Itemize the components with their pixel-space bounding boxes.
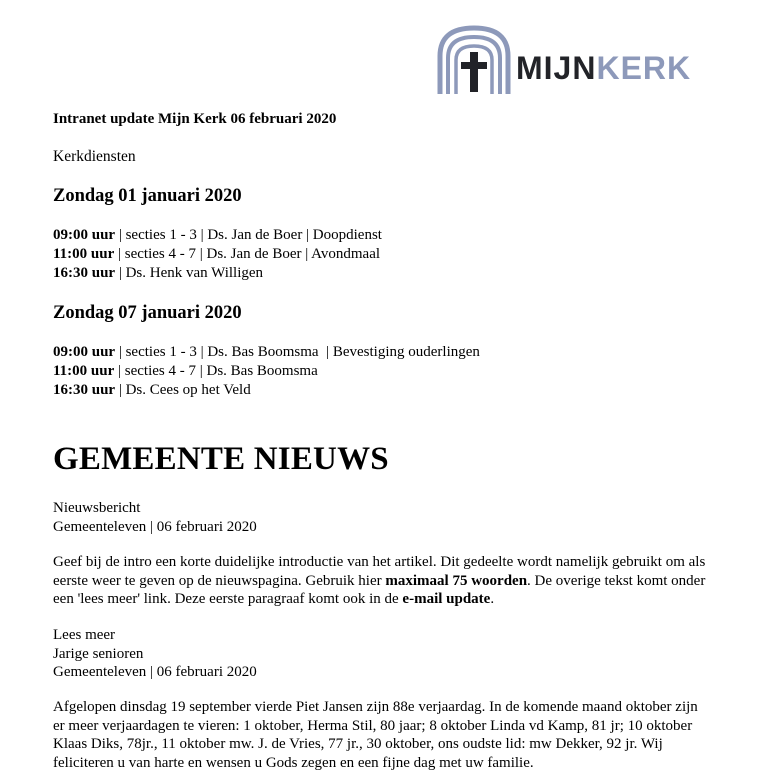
service-time: 16:30 uur — [53, 382, 116, 398]
service-details: | Ds. Cees op het Veld — [115, 382, 251, 398]
service-time: 09:00 uur — [53, 344, 116, 360]
service-details: | secties 4 - 7 | Ds. Jan de Boer | Avondmaal — [114, 246, 381, 262]
intro-text: . — [490, 591, 495, 608]
day-heading: Zondag 07 januari 2020 — [53, 303, 242, 323]
service-row — [53, 343, 480, 362]
news-intro — [53, 553, 713, 609]
service-row — [53, 362, 480, 381]
service-row — [53, 226, 382, 245]
service-time: 11:00 uur — [53, 246, 115, 262]
read-more-link[interactable]: Lees meer — [53, 627, 116, 643]
service-details: | Ds. Henk van Willigen — [115, 265, 264, 281]
service-time: 11:00 uur — [53, 363, 115, 379]
section-label-kerkdiensten: Kerkdiensten — [53, 148, 136, 165]
logo-kerk: KERK — [596, 50, 692, 86]
service-time: 16:30 uur — [53, 265, 116, 281]
logo-mijn: MIJN — [516, 50, 597, 86]
news-meta: Gemeenteleven | 06 februari 2020 — [53, 518, 257, 535]
news-item-header — [53, 499, 713, 536]
service-details: | secties 4 - 7 | Ds. Bas Boomsma — [114, 363, 318, 379]
service-list — [53, 343, 480, 400]
intro-bold: maximaal 75 woorden — [385, 572, 528, 589]
news-type: Nieuwsbericht — [53, 500, 141, 516]
church-window-icon — [436, 24, 512, 96]
intro-text: . De overige tekst komt onder een 'lees meer' link. Deze eerste paragraaf komt ook in de — [53, 572, 706, 608]
service-row — [53, 381, 480, 400]
service-row — [53, 264, 382, 283]
mijn-kerk-logo — [436, 24, 714, 96]
service-time: 09:00 uur — [53, 227, 116, 243]
intro-text: Geef bij de intro een korte duidelijke introductie van het artikel. Dit gedeelte wordt namelijk gebruikt om als eerste weer te geven op de nieuwspagina. Gebruik hier — [53, 554, 706, 589]
news-body: Afgelopen dinsdag 19 september vierde Piet Jansen zijn 88e verjaardag. In de komende maand oktober zijn er meer verjaardagen te vieren: 1 oktober, Herma Stil, 80 jaar; 8 oktober Linda vd Kamp, 81 jr; 10 oktober Klaas Diks, 78jr., 11 oktober mw. J. de Vries, 77 jr., 30 oktober, ons oudste lid: mw Dekker, 92 jr. Wij feliciteren u van harte en wensen u Gods zegen en een fijne dag met uw familie. — [53, 699, 698, 771]
intro-bold: e-mail update — [402, 591, 491, 608]
day-heading: Zondag 01 januari 2020 — [53, 186, 242, 206]
news-item-header — [53, 626, 713, 682]
news-heading: GEMEENTE NIEUWS — [53, 441, 389, 477]
service-list — [53, 226, 382, 283]
service-details: | secties 1 - 3 | Ds. Bas Boomsma | Bevestiging ouderlingen — [115, 344, 480, 360]
document-title: Intranet update Mijn Kerk 06 februari 2020 — [53, 111, 337, 127]
logo-wordmark — [516, 48, 691, 88]
news-title: Jarige senioren — [53, 645, 144, 662]
service-row — [53, 245, 382, 264]
service-details: | secties 1 - 3 | Ds. Jan de Boer | Doopdienst — [115, 227, 382, 243]
news-meta: Gemeenteleven | 06 februari 2020 — [53, 664, 257, 681]
